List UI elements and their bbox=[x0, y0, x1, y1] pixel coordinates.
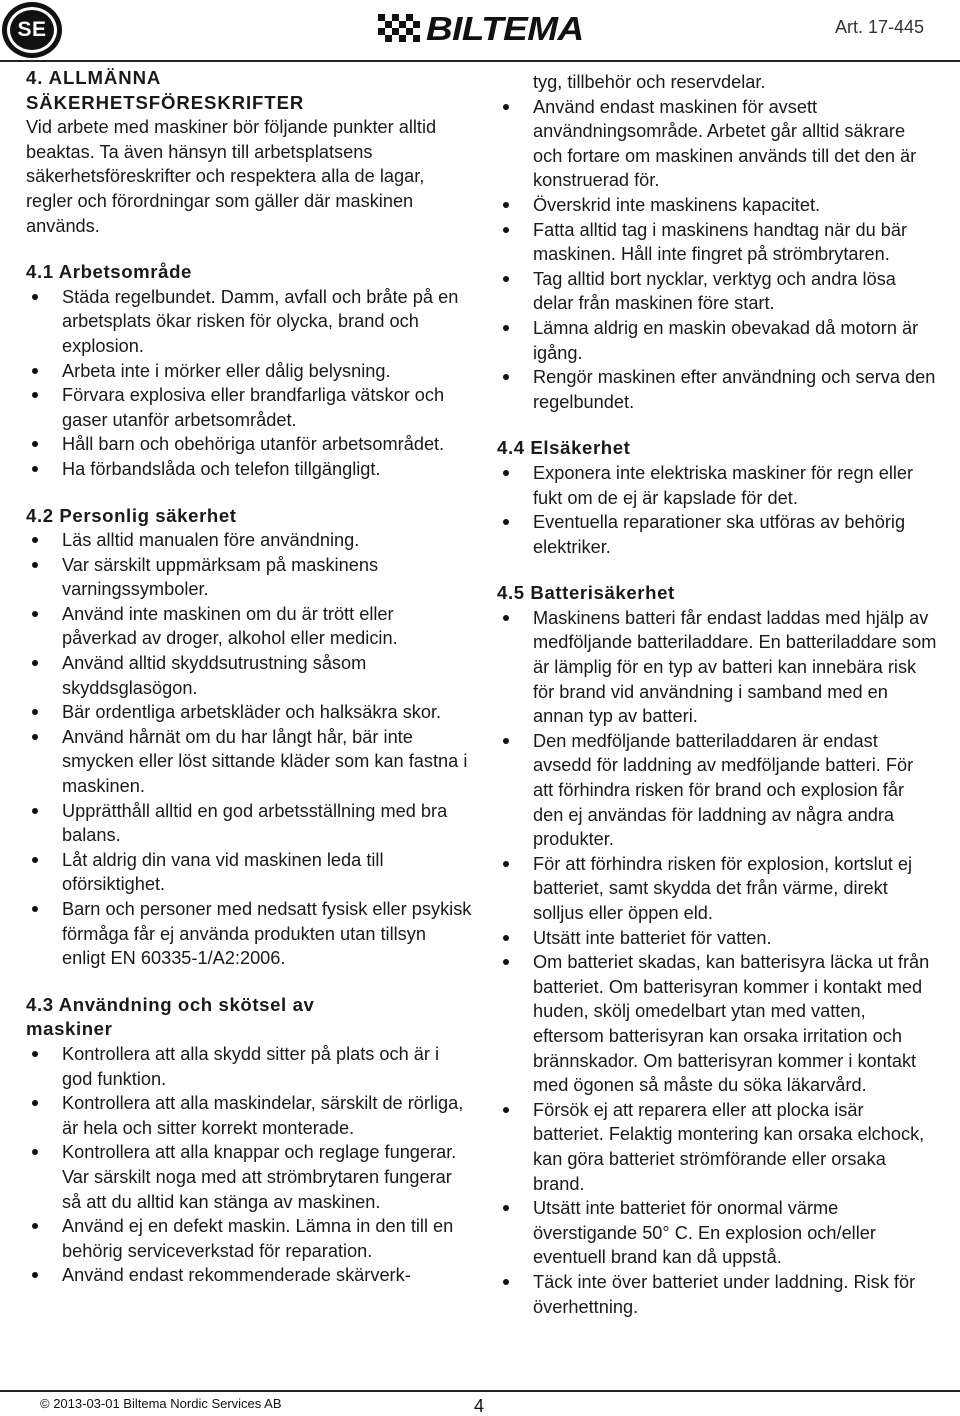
battery-safety-list bbox=[497, 606, 937, 1319]
page-header bbox=[0, 0, 960, 60]
list-item: Utsätt inte batteriet för onormal värme överstigande 50° C. En explosion och/eller eventuell brand kan då uppstå. bbox=[497, 1196, 937, 1270]
list-item: Städa regelbundet. Damm, avfall och bråte på en arbetsplats ökar risken för olycka, brand och explosion. bbox=[26, 285, 472, 359]
list-item: Eventuella reparationer ska utföras av behörig elektriker. bbox=[497, 510, 937, 559]
list-item: Upprätthåll alltid en god arbetsställning med bra balans. bbox=[26, 799, 472, 848]
list-item: Försök ej att reparera eller att plocka isär batteriet. Felaktig montering kan orsaka elchock, kan göra batteriet strömförande eller orsaka brand. bbox=[497, 1098, 937, 1196]
subsection-title-4-4: 4.4 Elsäkerhet bbox=[497, 437, 631, 459]
list-item: Använd inte maskinen om du är trött eller påverkad av droger, alkohol eller medicin. bbox=[26, 602, 472, 651]
work-area-list bbox=[26, 285, 472, 482]
list-item: Använd alltid skyddsutrustning såsom skyddsglasögon. bbox=[26, 651, 472, 700]
list-item: Ha förbandslåda och telefon tillgängligt. bbox=[26, 457, 472, 482]
copyright-notice: © 2013-03-01 Biltema Nordic Services AB bbox=[40, 1396, 282, 1411]
list-item: Arbeta inte i mörker eller dålig belysning. bbox=[26, 359, 472, 384]
list-item: Förvara explosiva eller brandfarliga vätskor och gaser utanför arbetsområdet. bbox=[26, 383, 472, 432]
list-item: Rengör maskinen efter användning och serva den regelbundet. bbox=[497, 365, 937, 414]
page-number: 4 bbox=[474, 1396, 485, 1416]
subsection-title-4-3: 4.3 Användning och skötsel av maskiner bbox=[26, 993, 315, 1040]
brand-logo bbox=[378, 10, 584, 47]
list-item: För att förhindra risken för explosion, kortslut ej batteriet, samt skydda det från värme, direkt solljus eller öppen eld. bbox=[497, 852, 937, 926]
list-item: Var särskilt uppmärksam på maskinens varningssymboler. bbox=[26, 553, 472, 602]
list-item: Håll barn och obehöriga utanför arbetsområdet. bbox=[26, 432, 472, 457]
list-item: Kontrollera att alla maskindelar, särskilt de rörliga, är hela och sitter korrekt monterade. bbox=[26, 1091, 472, 1140]
list-item: Täck inte över batteriet under laddning. Risk för överhettning. bbox=[497, 1270, 937, 1319]
brand-name: BILTEMA bbox=[426, 10, 584, 47]
list-item-continued: tyg, tillbehör och reservdelar. bbox=[533, 72, 766, 92]
list-item: Använd endast rekommenderade skärverk- bbox=[26, 1263, 472, 1288]
list-item: Kontrollera att alla skydd sitter på plats och är i god funktion. bbox=[26, 1042, 472, 1091]
subsection-title-4-1: 4.1 Arbetsområde bbox=[26, 261, 192, 283]
language-code: SE bbox=[17, 18, 47, 41]
footer-divider bbox=[0, 1390, 960, 1392]
list-item: Den medföljande batteriladdaren är endast avsedd för laddning av medföljande batteri. För att förhindra risken för brand och explosion får den ej användas för laddning av några andra produkter. bbox=[497, 729, 937, 852]
list-item: Maskinens batteri får endast laddas med hjälp av medföljande batteriladdare. En batteriladdare som är lämplig för en typ av batteri kan innebära risk för brand vid användning i samband med en annan typ av batteri. bbox=[497, 606, 937, 729]
list-item: Utsätt inte batteriet för vatten. bbox=[497, 926, 937, 951]
list-item: Låt aldrig din vana vid maskinen leda till oförsiktighet. bbox=[26, 848, 472, 897]
list-item: Använd ej en defekt maskin. Lämna in den till en behörig serviceverkstad för reparation. bbox=[26, 1214, 472, 1263]
electrical-safety-list bbox=[497, 461, 937, 559]
header-divider bbox=[0, 60, 960, 62]
list-item: Använd hårnät om du har långt hår, bär inte smycken eller löst sittande kläder som kan fastna i maskinen. bbox=[26, 725, 472, 799]
list-item: Kontrollera att alla knappar och reglage fungerar. Var särskilt noga med att strömbrytaren fungerar så att du alltid kan stänga av maskinen. bbox=[26, 1140, 472, 1214]
list-item: Tag alltid bort nycklar, verktyg och andra lösa delar från maskinen före start. bbox=[497, 267, 937, 316]
list-item: Barn och personer med nedsatt fysisk eller psykisk förmåga får ej använda produkten utan tillsyn enligt EN 60335-1/A2:2006. bbox=[26, 897, 472, 971]
usage-care-list bbox=[26, 1042, 472, 1288]
left-column bbox=[26, 66, 472, 1288]
list-item: Exponera inte elektriska maskiner för regn eller fukt om de ej är kapslade för det. bbox=[497, 461, 937, 510]
usage-care-list-continued bbox=[497, 70, 937, 414]
personal-safety-list bbox=[26, 528, 472, 971]
list-item: Överskrid inte maskinens kapacitet. bbox=[497, 193, 937, 218]
article-number: Art. 17-445 bbox=[834, 17, 924, 37]
subsection-title-4-5: 4.5 Batterisäkerhet bbox=[497, 582, 675, 604]
list-item: Om batteriet skadas, kan batterisyra läcka ut från batteriet. Om batterisyran kommer i kontakt med huden, skölj omedelbart ytan med vatten, eftersom batterisyran kan orsaka irritation och brännskador. Om batterisyran kommer i kontakt med ögonen så måste du söka läkarvård. bbox=[497, 950, 937, 1098]
section-intro: Vid arbete med maskiner bör följande punkter alltid beaktas. Ta även hänsyn till arbetsplatsens säkerhetsföreskrifter och respektera alla de lagar, regler och förordningar som gäller där maskinen används. bbox=[26, 117, 437, 236]
list-item: Använd endast maskinen för avsett användningsområde. Arbetet går alltid säkrare och fortare om maskinen används till det den är konstruerad för. bbox=[497, 95, 937, 193]
list-item: Lämna aldrig en maskin obevakad då motorn är igång. bbox=[497, 316, 937, 365]
list-item: Fatta alltid tag i maskinens handtag när du bär maskinen. Håll inte fingret på strömbrytaren. bbox=[497, 218, 937, 267]
language-badge bbox=[2, 2, 62, 58]
checkered-flag-icon bbox=[378, 14, 422, 44]
right-column bbox=[497, 70, 937, 1319]
subsection-title-4-2: 4.2 Personlig säkerhet bbox=[26, 504, 237, 526]
list-item: Bär ordentliga arbetskläder och halksäkra skor. bbox=[26, 700, 472, 725]
list-item: Läs alltid manualen före användning. bbox=[26, 528, 472, 553]
section-title: 4. ALLMÄNNA SÄKERHETSFÖRESKRIFTER bbox=[26, 67, 305, 113]
